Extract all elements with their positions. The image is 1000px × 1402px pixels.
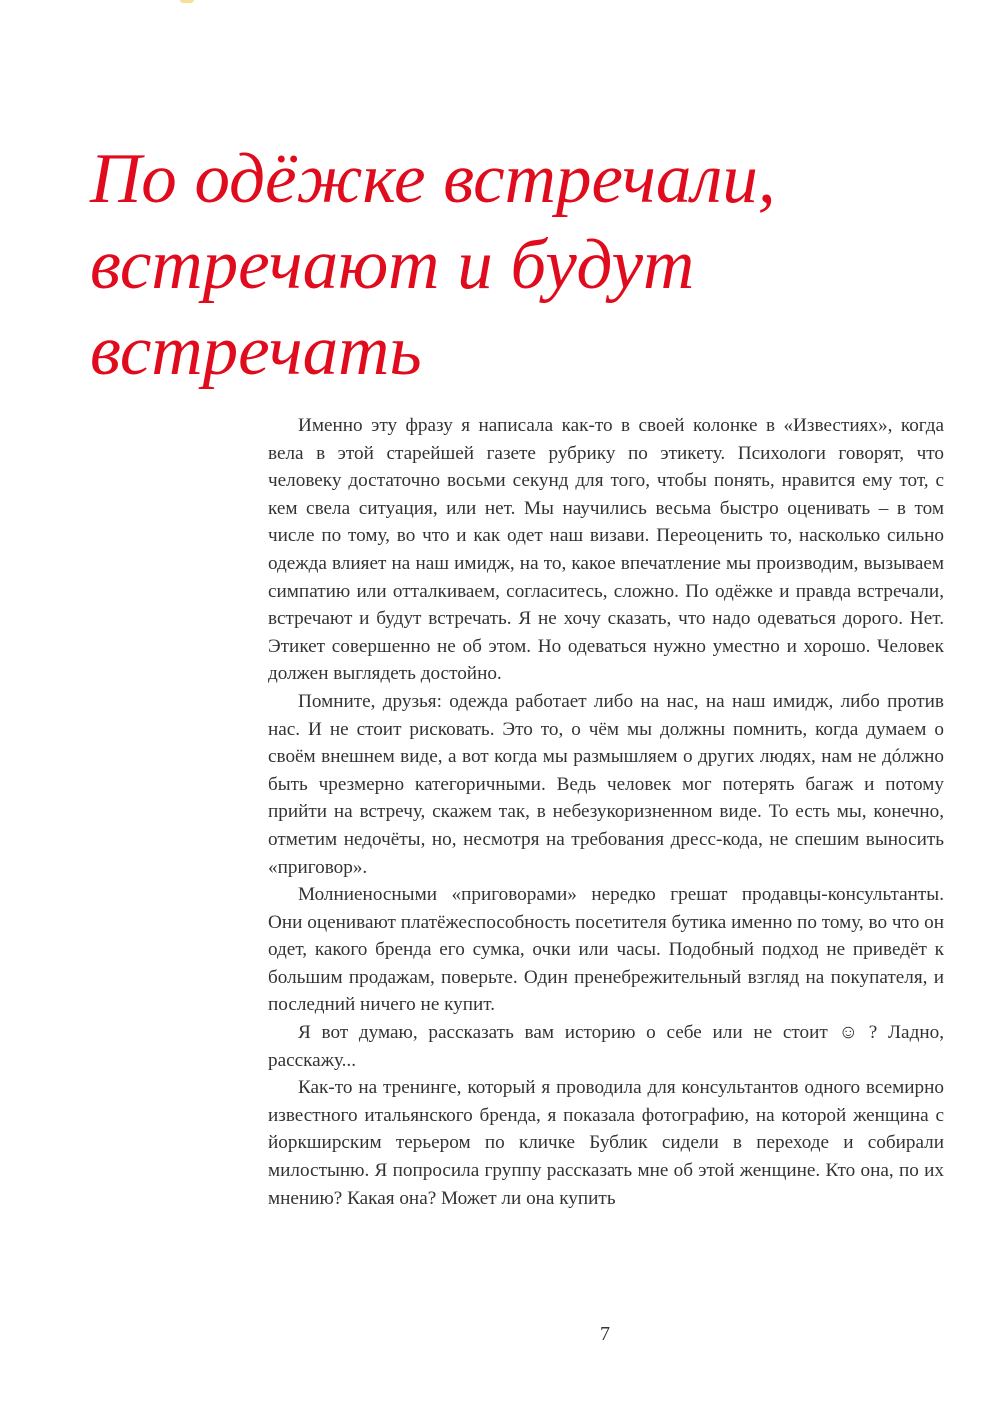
page-number: 7: [600, 1323, 610, 1345]
chapter-body: [268, 412, 944, 1212]
paragraph-2: Помните, друзья: одежда работает либо на нас, на наш имидж, либо против нас. И не стоит рисковать. Это то, о чём мы должны помнить, когда думаем о своём внешнем виде, а вот когда мы размышляем о других людях, нам не дóлжно быть чрезмерно категоричными. Ведь человек мог потерять багаж и потому прийти на встречу, скажем так, в небезукоризненном виде. То есть мы, конечно, отметим недочёты, но, несмотря на требования дресс-кода, не спешим выносить «приговор».: [268, 690, 944, 878]
paragraph-4: Я вот думаю, рассказать вам историю о себе или не стоит ☺ ? Ладно, расскажу...: [268, 1022, 944, 1071]
chapter-title: [90, 136, 850, 394]
chapter-title-line-2: встречают и будут: [90, 226, 695, 304]
paragraph-5: Как-то на тренинге, который я проводила для консультантов одного всемирно известного итальянского бренда, я показала фотографию, на которой женщина с йоркширским терьером по кличке Бублик сидели в переходе и собирали милостыню. Я попросила группу рассказать мне об этой женщине. Кто она, по их мнению? Какая она? Может ли она купить: [268, 1077, 944, 1209]
paragraph-3: Молниеносными «приговорами» нередко грешат продавцы-консультанты. Они оценивают платёжеспособность посетителя бутика именно по тому, во что он одет, какого бренда его сумка, очки или часы. Подобный подход не приведёт к большим продажам, поверьте. Один пренебрежительный взгляд на покупателя, и последний ничего не купит.: [268, 884, 944, 1016]
chapter-title-line-3: встречать: [90, 312, 422, 390]
paragraph-1: Именно эту фразу я написала как-то в своей колонке в «Известиях», когда вела в этой старейшей газете рубрику по этикету. Психологи говорят, что человеку достаточно восьми секунд для того, чтобы понять, нравится ему тот, с кем свела ситуация, или нет. Мы научились весьма быстро оценивать – в том числе по тому, во что и как одет наш визави. Переоценить то, насколько сильно одежда влияет на наш имидж, на то, какое впечатление мы производим, вызываем симпатию или отталкиваем, согласитесь, сложно. По одёжке и правда встречали, встречают и будут встречать. Я не хочу сказать, что надо одеваться дорого. Нет. Этикет совершенно не об этом. Но одеваться нужно уместно и хорошо. Человек должен выглядеть достойно.: [268, 415, 944, 685]
page-edge-mark: [180, 0, 194, 3]
chapter-title-line-1: По одёжке встречали,: [90, 140, 776, 218]
